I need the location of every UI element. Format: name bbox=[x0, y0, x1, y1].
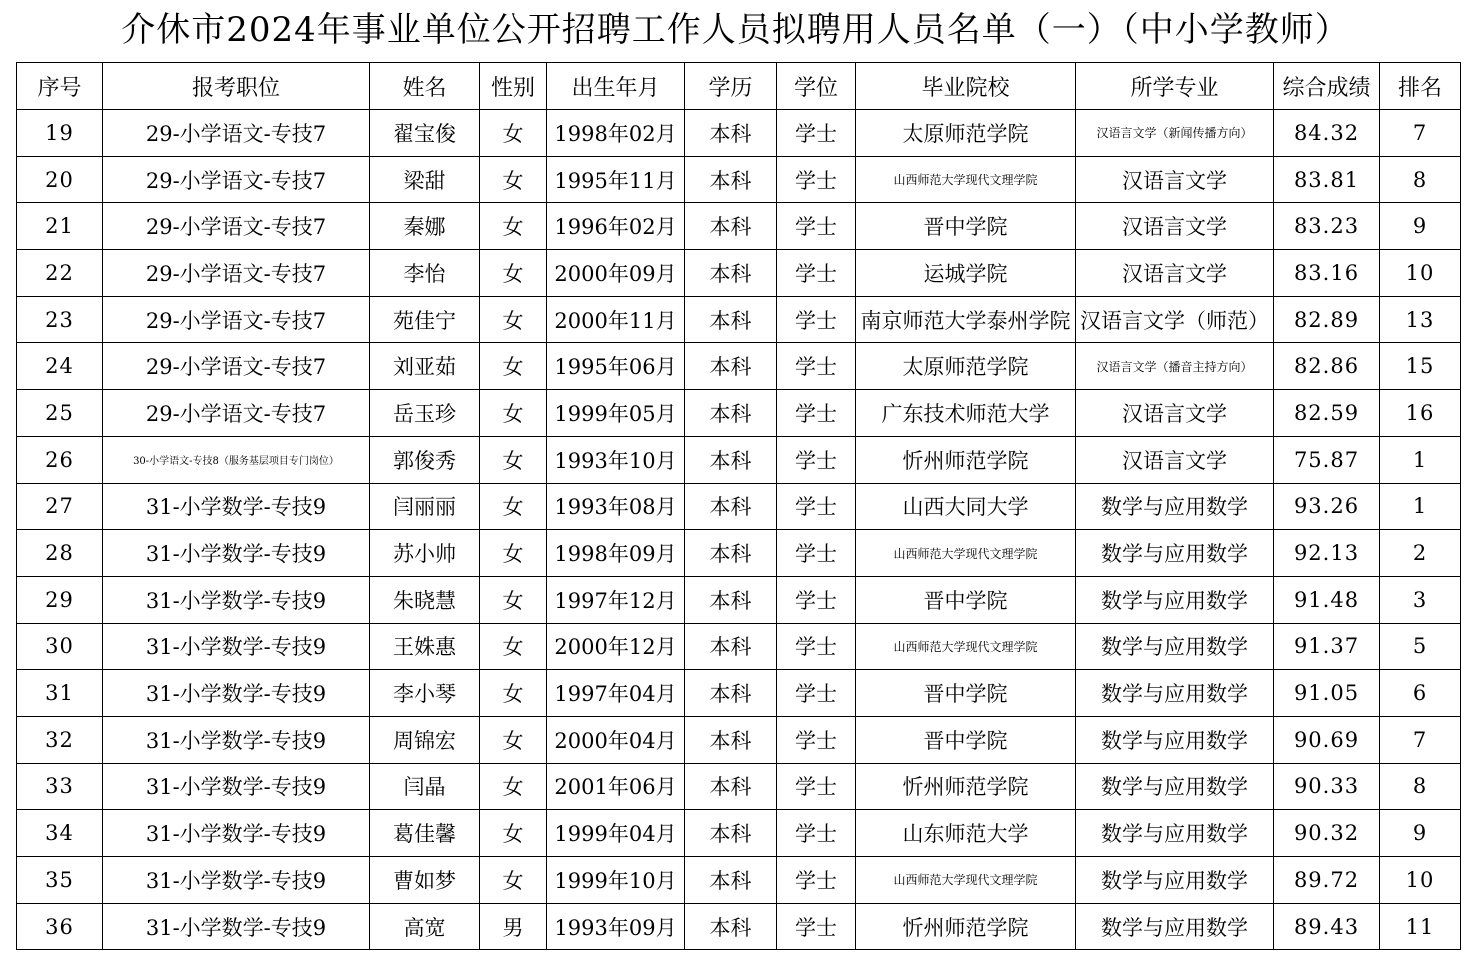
table-row bbox=[17, 156, 1461, 203]
cell-school: 晋中学院 bbox=[856, 576, 1076, 623]
cell-index: 33 bbox=[17, 763, 103, 810]
cell-rank: 3 bbox=[1380, 576, 1461, 623]
cell-gender: 女 bbox=[480, 670, 547, 717]
header-gender: 性别 bbox=[480, 63, 547, 110]
cell-position: 30-小学语文-专技8（服务基层项目专门岗位） bbox=[103, 436, 370, 483]
cell-gender: 女 bbox=[480, 483, 547, 530]
cell-school: 忻州师范学院 bbox=[856, 763, 1076, 810]
cell-birth: 1995年06月 bbox=[547, 343, 685, 390]
cell-education: 本科 bbox=[685, 716, 777, 763]
cell-birth: 2000年12月 bbox=[547, 623, 685, 670]
cell-birth: 1997年12月 bbox=[547, 576, 685, 623]
table-row bbox=[17, 250, 1461, 297]
cell-school: 运城学院 bbox=[856, 250, 1076, 297]
cell-score: 84.32 bbox=[1274, 110, 1380, 157]
cell-degree: 学士 bbox=[777, 390, 856, 437]
cell-index: 27 bbox=[17, 483, 103, 530]
cell-position: 29-小学语文-专技7 bbox=[103, 296, 370, 343]
cell-position: 29-小学语文-专技7 bbox=[103, 203, 370, 250]
cell-score: 75.87 bbox=[1274, 436, 1380, 483]
cell-rank: 8 bbox=[1380, 156, 1461, 203]
cell-degree: 学士 bbox=[777, 530, 856, 577]
cell-birth: 1999年04月 bbox=[547, 810, 685, 857]
cell-degree: 学士 bbox=[777, 156, 856, 203]
cell-major: 汉语言文学 bbox=[1076, 390, 1274, 437]
cell-rank: 11 bbox=[1380, 903, 1461, 950]
candidate-table bbox=[16, 62, 1461, 950]
cell-rank: 1 bbox=[1380, 483, 1461, 530]
cell-gender: 女 bbox=[480, 810, 547, 857]
cell-name: 李怡 bbox=[370, 250, 480, 297]
cell-birth: 1993年09月 bbox=[547, 903, 685, 950]
cell-school: 忻州师范学院 bbox=[856, 903, 1076, 950]
cell-position: 31-小学数学-专技9 bbox=[103, 623, 370, 670]
cell-birth: 1999年10月 bbox=[547, 857, 685, 904]
cell-index: 24 bbox=[17, 343, 103, 390]
cell-name: 秦娜 bbox=[370, 203, 480, 250]
table-row bbox=[17, 296, 1461, 343]
cell-index: 30 bbox=[17, 623, 103, 670]
cell-index: 36 bbox=[17, 903, 103, 950]
cell-rank: 7 bbox=[1380, 716, 1461, 763]
cell-index: 23 bbox=[17, 296, 103, 343]
table-header-row bbox=[17, 63, 1461, 110]
cell-degree: 学士 bbox=[777, 716, 856, 763]
cell-position: 29-小学语文-专技7 bbox=[103, 390, 370, 437]
cell-position: 29-小学语文-专技7 bbox=[103, 343, 370, 390]
header-education: 学历 bbox=[685, 63, 777, 110]
cell-school: 晋中学院 bbox=[856, 203, 1076, 250]
header-major: 所学专业 bbox=[1076, 63, 1274, 110]
cell-gender: 女 bbox=[480, 530, 547, 577]
cell-school: 山西师范大学现代文理学院 bbox=[856, 156, 1076, 203]
cell-score: 90.33 bbox=[1274, 763, 1380, 810]
cell-school: 南京师范大学泰州学院 bbox=[856, 296, 1076, 343]
cell-degree: 学士 bbox=[777, 903, 856, 950]
header-birth: 出生年月 bbox=[547, 63, 685, 110]
table-row bbox=[17, 857, 1461, 904]
header-school: 毕业院校 bbox=[856, 63, 1076, 110]
cell-rank: 10 bbox=[1380, 250, 1461, 297]
cell-education: 本科 bbox=[685, 623, 777, 670]
table-row bbox=[17, 390, 1461, 437]
cell-birth: 2001年06月 bbox=[547, 763, 685, 810]
cell-school: 山西师范大学现代文理学院 bbox=[856, 857, 1076, 904]
cell-birth: 2000年11月 bbox=[547, 296, 685, 343]
cell-position: 31-小学数学-专技9 bbox=[103, 857, 370, 904]
header-name: 姓名 bbox=[370, 63, 480, 110]
table-body bbox=[17, 110, 1461, 950]
cell-degree: 学士 bbox=[777, 763, 856, 810]
cell-birth: 1996年02月 bbox=[547, 203, 685, 250]
cell-degree: 学士 bbox=[777, 296, 856, 343]
cell-major: 数学与应用数学 bbox=[1076, 903, 1274, 950]
cell-gender: 女 bbox=[480, 203, 547, 250]
header-index: 序号 bbox=[17, 63, 103, 110]
cell-score: 92.13 bbox=[1274, 530, 1380, 577]
cell-index: 26 bbox=[17, 436, 103, 483]
cell-position: 29-小学语文-专技7 bbox=[103, 110, 370, 157]
cell-score: 91.37 bbox=[1274, 623, 1380, 670]
cell-name: 岳玉珍 bbox=[370, 390, 480, 437]
cell-school: 山西师范大学现代文理学院 bbox=[856, 623, 1076, 670]
cell-education: 本科 bbox=[685, 156, 777, 203]
cell-gender: 女 bbox=[480, 390, 547, 437]
cell-education: 本科 bbox=[685, 530, 777, 577]
cell-rank: 15 bbox=[1380, 343, 1461, 390]
cell-index: 35 bbox=[17, 857, 103, 904]
cell-name: 刘亚茹 bbox=[370, 343, 480, 390]
cell-name: 苑佳宁 bbox=[370, 296, 480, 343]
cell-score: 90.69 bbox=[1274, 716, 1380, 763]
table-row bbox=[17, 110, 1461, 157]
cell-rank: 6 bbox=[1380, 670, 1461, 717]
cell-rank: 10 bbox=[1380, 857, 1461, 904]
cell-name: 葛佳馨 bbox=[370, 810, 480, 857]
cell-birth: 1999年05月 bbox=[547, 390, 685, 437]
cell-name: 曹如梦 bbox=[370, 857, 480, 904]
cell-index: 32 bbox=[17, 716, 103, 763]
cell-name: 闫丽丽 bbox=[370, 483, 480, 530]
cell-birth: 1993年10月 bbox=[547, 436, 685, 483]
cell-gender: 女 bbox=[480, 436, 547, 483]
cell-school: 广东技术师范大学 bbox=[856, 390, 1076, 437]
cell-gender: 女 bbox=[480, 296, 547, 343]
cell-position: 29-小学语文-专技7 bbox=[103, 250, 370, 297]
cell-name: 朱晓慧 bbox=[370, 576, 480, 623]
cell-score: 91.48 bbox=[1274, 576, 1380, 623]
cell-school: 太原师范学院 bbox=[856, 110, 1076, 157]
cell-school: 晋中学院 bbox=[856, 716, 1076, 763]
cell-degree: 学士 bbox=[777, 483, 856, 530]
cell-major: 汉语言文学 bbox=[1076, 436, 1274, 483]
cell-major: 数学与应用数学 bbox=[1076, 716, 1274, 763]
cell-index: 22 bbox=[17, 250, 103, 297]
cell-birth: 2000年04月 bbox=[547, 716, 685, 763]
cell-rank: 7 bbox=[1380, 110, 1461, 157]
cell-gender: 女 bbox=[480, 576, 547, 623]
cell-education: 本科 bbox=[685, 810, 777, 857]
cell-rank: 1 bbox=[1380, 436, 1461, 483]
cell-rank: 13 bbox=[1380, 296, 1461, 343]
cell-major: 数学与应用数学 bbox=[1076, 530, 1274, 577]
cell-education: 本科 bbox=[685, 857, 777, 904]
cell-position: 31-小学数学-专技9 bbox=[103, 763, 370, 810]
cell-position: 31-小学数学-专技9 bbox=[103, 576, 370, 623]
cell-education: 本科 bbox=[685, 436, 777, 483]
cell-degree: 学士 bbox=[777, 250, 856, 297]
cell-major: 数学与应用数学 bbox=[1076, 763, 1274, 810]
cell-degree: 学士 bbox=[777, 810, 856, 857]
cell-gender: 女 bbox=[480, 250, 547, 297]
cell-education: 本科 bbox=[685, 903, 777, 950]
header-rank: 排名 bbox=[1380, 63, 1461, 110]
cell-score: 83.81 bbox=[1274, 156, 1380, 203]
cell-position: 31-小学数学-专技9 bbox=[103, 716, 370, 763]
cell-education: 本科 bbox=[685, 483, 777, 530]
cell-score: 82.59 bbox=[1274, 390, 1380, 437]
table-row bbox=[17, 483, 1461, 530]
cell-position: 29-小学语文-专技7 bbox=[103, 156, 370, 203]
cell-education: 本科 bbox=[685, 110, 777, 157]
cell-major: 数学与应用数学 bbox=[1076, 670, 1274, 717]
cell-school: 太原师范学院 bbox=[856, 343, 1076, 390]
cell-birth: 1997年04月 bbox=[547, 670, 685, 717]
cell-degree: 学士 bbox=[777, 203, 856, 250]
cell-birth: 1995年11月 bbox=[547, 156, 685, 203]
cell-major: 汉语言文学 bbox=[1076, 156, 1274, 203]
cell-name: 李小琴 bbox=[370, 670, 480, 717]
cell-index: 21 bbox=[17, 203, 103, 250]
cell-index: 29 bbox=[17, 576, 103, 623]
cell-index: 19 bbox=[17, 110, 103, 157]
cell-major: 数学与应用数学 bbox=[1076, 857, 1274, 904]
cell-major: 数学与应用数学 bbox=[1076, 810, 1274, 857]
cell-major: 汉语言文学（新闻传播方向） bbox=[1076, 110, 1274, 157]
cell-index: 34 bbox=[17, 810, 103, 857]
cell-major: 汉语言文学 bbox=[1076, 203, 1274, 250]
header-degree: 学位 bbox=[777, 63, 856, 110]
cell-index: 25 bbox=[17, 390, 103, 437]
cell-birth: 1998年02月 bbox=[547, 110, 685, 157]
cell-birth: 1993年08月 bbox=[547, 483, 685, 530]
header-position: 报考职位 bbox=[103, 63, 370, 110]
header-score: 综合成绩 bbox=[1274, 63, 1380, 110]
cell-name: 周锦宏 bbox=[370, 716, 480, 763]
cell-position: 31-小学数学-专技9 bbox=[103, 483, 370, 530]
cell-name: 高宽 bbox=[370, 903, 480, 950]
cell-index: 20 bbox=[17, 156, 103, 203]
cell-gender: 女 bbox=[480, 857, 547, 904]
cell-name: 郭俊秀 bbox=[370, 436, 480, 483]
table-row bbox=[17, 530, 1461, 577]
table-row bbox=[17, 670, 1461, 717]
cell-education: 本科 bbox=[685, 390, 777, 437]
cell-birth: 1998年09月 bbox=[547, 530, 685, 577]
cell-degree: 学士 bbox=[777, 670, 856, 717]
cell-school: 山西师范大学现代文理学院 bbox=[856, 530, 1076, 577]
cell-score: 89.72 bbox=[1274, 857, 1380, 904]
cell-score: 93.26 bbox=[1274, 483, 1380, 530]
cell-gender: 女 bbox=[480, 623, 547, 670]
cell-degree: 学士 bbox=[777, 110, 856, 157]
cell-major: 数学与应用数学 bbox=[1076, 483, 1274, 530]
cell-position: 31-小学数学-专技9 bbox=[103, 530, 370, 577]
cell-education: 本科 bbox=[685, 250, 777, 297]
cell-position: 31-小学数学-专技9 bbox=[103, 810, 370, 857]
cell-score: 83.23 bbox=[1274, 203, 1380, 250]
cell-gender: 女 bbox=[480, 763, 547, 810]
cell-score: 83.16 bbox=[1274, 250, 1380, 297]
cell-education: 本科 bbox=[685, 576, 777, 623]
cell-school: 晋中学院 bbox=[856, 670, 1076, 717]
cell-degree: 学士 bbox=[777, 436, 856, 483]
cell-gender: 女 bbox=[480, 156, 547, 203]
cell-major: 汉语言文学（师范） bbox=[1076, 296, 1274, 343]
cell-position: 31-小学数学-专技9 bbox=[103, 670, 370, 717]
cell-gender: 男 bbox=[480, 903, 547, 950]
cell-rank: 8 bbox=[1380, 763, 1461, 810]
cell-degree: 学士 bbox=[777, 576, 856, 623]
cell-name: 闫晶 bbox=[370, 763, 480, 810]
cell-gender: 女 bbox=[480, 716, 547, 763]
table-row bbox=[17, 810, 1461, 857]
cell-name: 梁甜 bbox=[370, 156, 480, 203]
cell-degree: 学士 bbox=[777, 623, 856, 670]
cell-education: 本科 bbox=[685, 203, 777, 250]
cell-school: 山西大同大学 bbox=[856, 483, 1076, 530]
cell-score: 82.86 bbox=[1274, 343, 1380, 390]
cell-gender: 女 bbox=[480, 343, 547, 390]
table-row bbox=[17, 436, 1461, 483]
cell-index: 28 bbox=[17, 530, 103, 577]
cell-position: 31-小学数学-专技9 bbox=[103, 903, 370, 950]
table-row bbox=[17, 716, 1461, 763]
cell-name: 苏小帅 bbox=[370, 530, 480, 577]
cell-name: 翟宝俊 bbox=[370, 110, 480, 157]
cell-birth: 2000年09月 bbox=[547, 250, 685, 297]
cell-education: 本科 bbox=[685, 670, 777, 717]
cell-name: 王姝惠 bbox=[370, 623, 480, 670]
cell-score: 82.89 bbox=[1274, 296, 1380, 343]
cell-major: 汉语言文学（播音主持方向） bbox=[1076, 343, 1274, 390]
cell-rank: 16 bbox=[1380, 390, 1461, 437]
cell-major: 汉语言文学 bbox=[1076, 250, 1274, 297]
cell-education: 本科 bbox=[685, 763, 777, 810]
cell-school: 忻州师范学院 bbox=[856, 436, 1076, 483]
cell-education: 本科 bbox=[685, 296, 777, 343]
cell-score: 89.43 bbox=[1274, 903, 1380, 950]
cell-degree: 学士 bbox=[777, 343, 856, 390]
page-title: 介休市2024年事业单位公开招聘工作人员拟聘用人员名单（一）（中小学教师） bbox=[121, 10, 1350, 50]
cell-degree: 学士 bbox=[777, 857, 856, 904]
table-row bbox=[17, 623, 1461, 670]
cell-major: 数学与应用数学 bbox=[1076, 623, 1274, 670]
cell-score: 91.05 bbox=[1274, 670, 1380, 717]
cell-school: 山东师范大学 bbox=[856, 810, 1076, 857]
table-row bbox=[17, 203, 1461, 250]
cell-major: 数学与应用数学 bbox=[1076, 576, 1274, 623]
table-row bbox=[17, 343, 1461, 390]
table-row bbox=[17, 576, 1461, 623]
cell-gender: 女 bbox=[480, 110, 547, 157]
cell-rank: 5 bbox=[1380, 623, 1461, 670]
cell-rank: 2 bbox=[1380, 530, 1461, 577]
table-row bbox=[17, 903, 1461, 950]
cell-rank: 9 bbox=[1380, 810, 1461, 857]
table-row bbox=[17, 763, 1461, 810]
cell-education: 本科 bbox=[685, 343, 777, 390]
cell-score: 90.32 bbox=[1274, 810, 1380, 857]
cell-rank: 9 bbox=[1380, 203, 1461, 250]
cell-index: 31 bbox=[17, 670, 103, 717]
